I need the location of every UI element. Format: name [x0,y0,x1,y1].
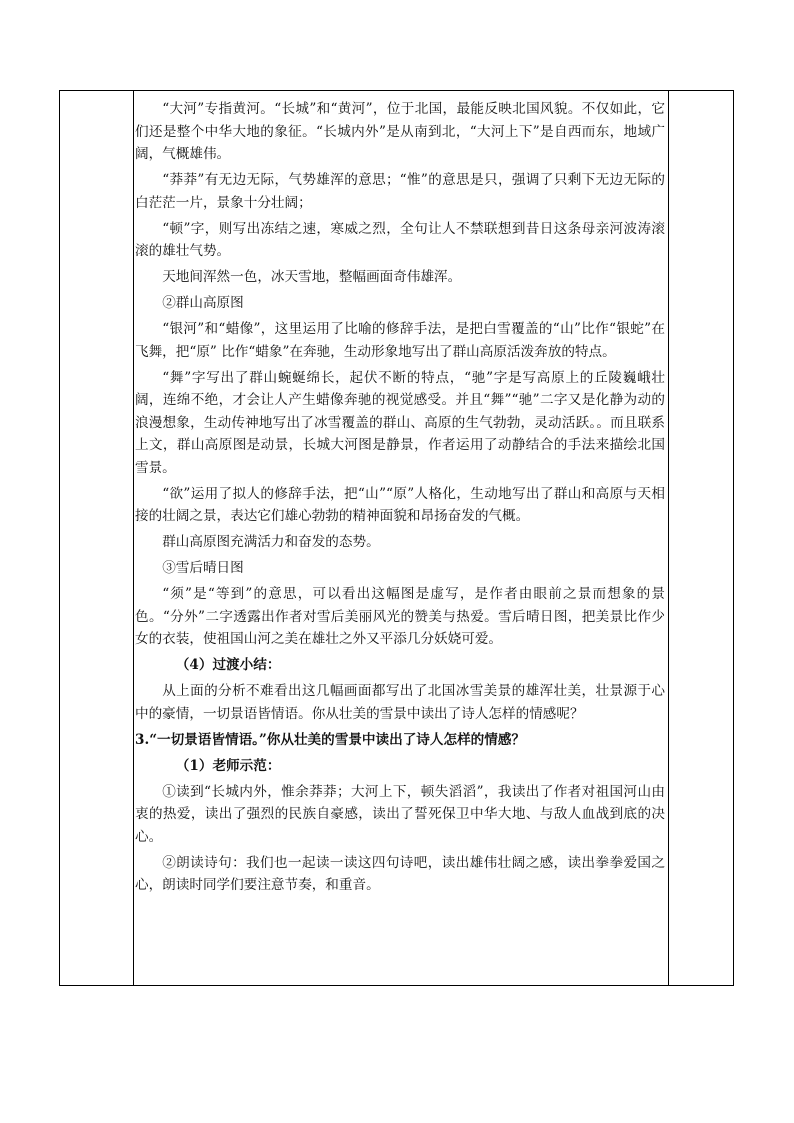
paragraph-mangmang: “莽莽”有无边无际，气势雄浑的意思；“惟”的意思是只，强调了只剩下无边无际的白茫茫一片，景象十分壮阔； [135,172,665,211]
paragraph-yu: “欲”运用了拟人的修辞手法，把“山”“原”人格化，生动地写出了群山和高原与天相接的壮阔之景，表达它们雄心勃勃的精神面貌和昂扬奋发的气概。 [135,485,665,524]
paragraph-summary-2: 群山高原图充满活力和奋发的态势。 [162,534,380,550]
heading-question-3: 3.“一切景语皆情语。”你从壮美的雪景中读出了诗人怎样的情感？ [135,731,526,748]
paragraph-transition: 从上面的分析不难看出这几幅画面都写出了北国冰雪美景的雄浑壮美，壮景源于心中的豪情，一切景语皆情语。你从壮美的雪景中读出了诗人怎样的情感呢？ [135,683,665,722]
paragraph-dun: “顿”字，则写出冻结之速，寒威之烈，全句让人不禁联想到昔日这条母亲河波涛滚滚的雄壮气势。 [135,220,665,259]
paragraph-silver-snake: “银河”和“蜡像”，这里运用了比喻的修辞手法，是把白雪覆盖的“山”比作“银蛇”在飞舞，把“原” 比作“蜡象”在奔驰，生动形象地写出了群山高原活泼奔放的特点。 [135,321,665,360]
heading-teacher-demo: （1）老师示范： [175,757,281,774]
paragraph-summary-1: 天地间浑然一色，冰天雪地，整幅画面奇伟雄浑。 [162,269,462,285]
paragraph-dance-gallop: “舞”字写出了群山蜿蜒绵长，起伏不断的特点，“驰”字是写高原上的丘陵巍峨壮阔，连绵不绝，才会让人产生蜡像奔驰的视觉感受。并且“舞”“驰”二字又是化静为动的浪漫想象，生动传神地写出了冰雪覆盖的群山、高原的生气勃勃，灵动活跃。。而且联系上文，群山高原图是动景，长城大河图是静景，作者运用了动静结合的手法来描绘北国雪景。 [135,369,665,476]
paragraph-demo-1: ①读到“长城内外，惟余莽莽；大河上下，顿失滔滔”，我读出了作者对祖国河山由衷的热爱，读出了强烈的民族自豪感，读出了誓死保卫中华大地、与敌人血战到底的决心。 [135,783,665,845]
heading-sunny-after-snow: ③雪后晴日图 [162,560,244,576]
lesson-content [135,98,665,897]
paragraph-xu: “须”是“等到”的意思，可以看出这幅图是虚写，是作者由眼前之景而想象的景色。“分外”二字透露出作者对雪后美丽风光的赞美与热爱。雪后晴日图，把美景比作少女的衣装，使祖国山河之美在雄壮之外又平添几分妖娆可爱。 [135,586,665,647]
heading-transition-summary: （4）过渡小结： [175,657,281,673]
paragraph-demo-2: ②朗读诗句：我们也一起读一读这四句诗吧，读出雄伟壮阔之感，读出拳拳爱国之心，朗读时同学们要注意节奏，和重音。 [135,854,665,893]
paragraph-great-river: “大河”专指黄河。“长城”和“黄河”，位于北国，最能反映北国风貌。不仅如此，它们还是整个中华大地的象征。“长城内外”是从南到北，“大河上下”是自西而东，地域广阔，气概雄伟。 [135,101,665,162]
table-column-divider-left [133,91,134,985]
heading-mountains-plateau: ②群山高原图 [162,295,244,311]
table-column-divider-right [668,91,669,985]
